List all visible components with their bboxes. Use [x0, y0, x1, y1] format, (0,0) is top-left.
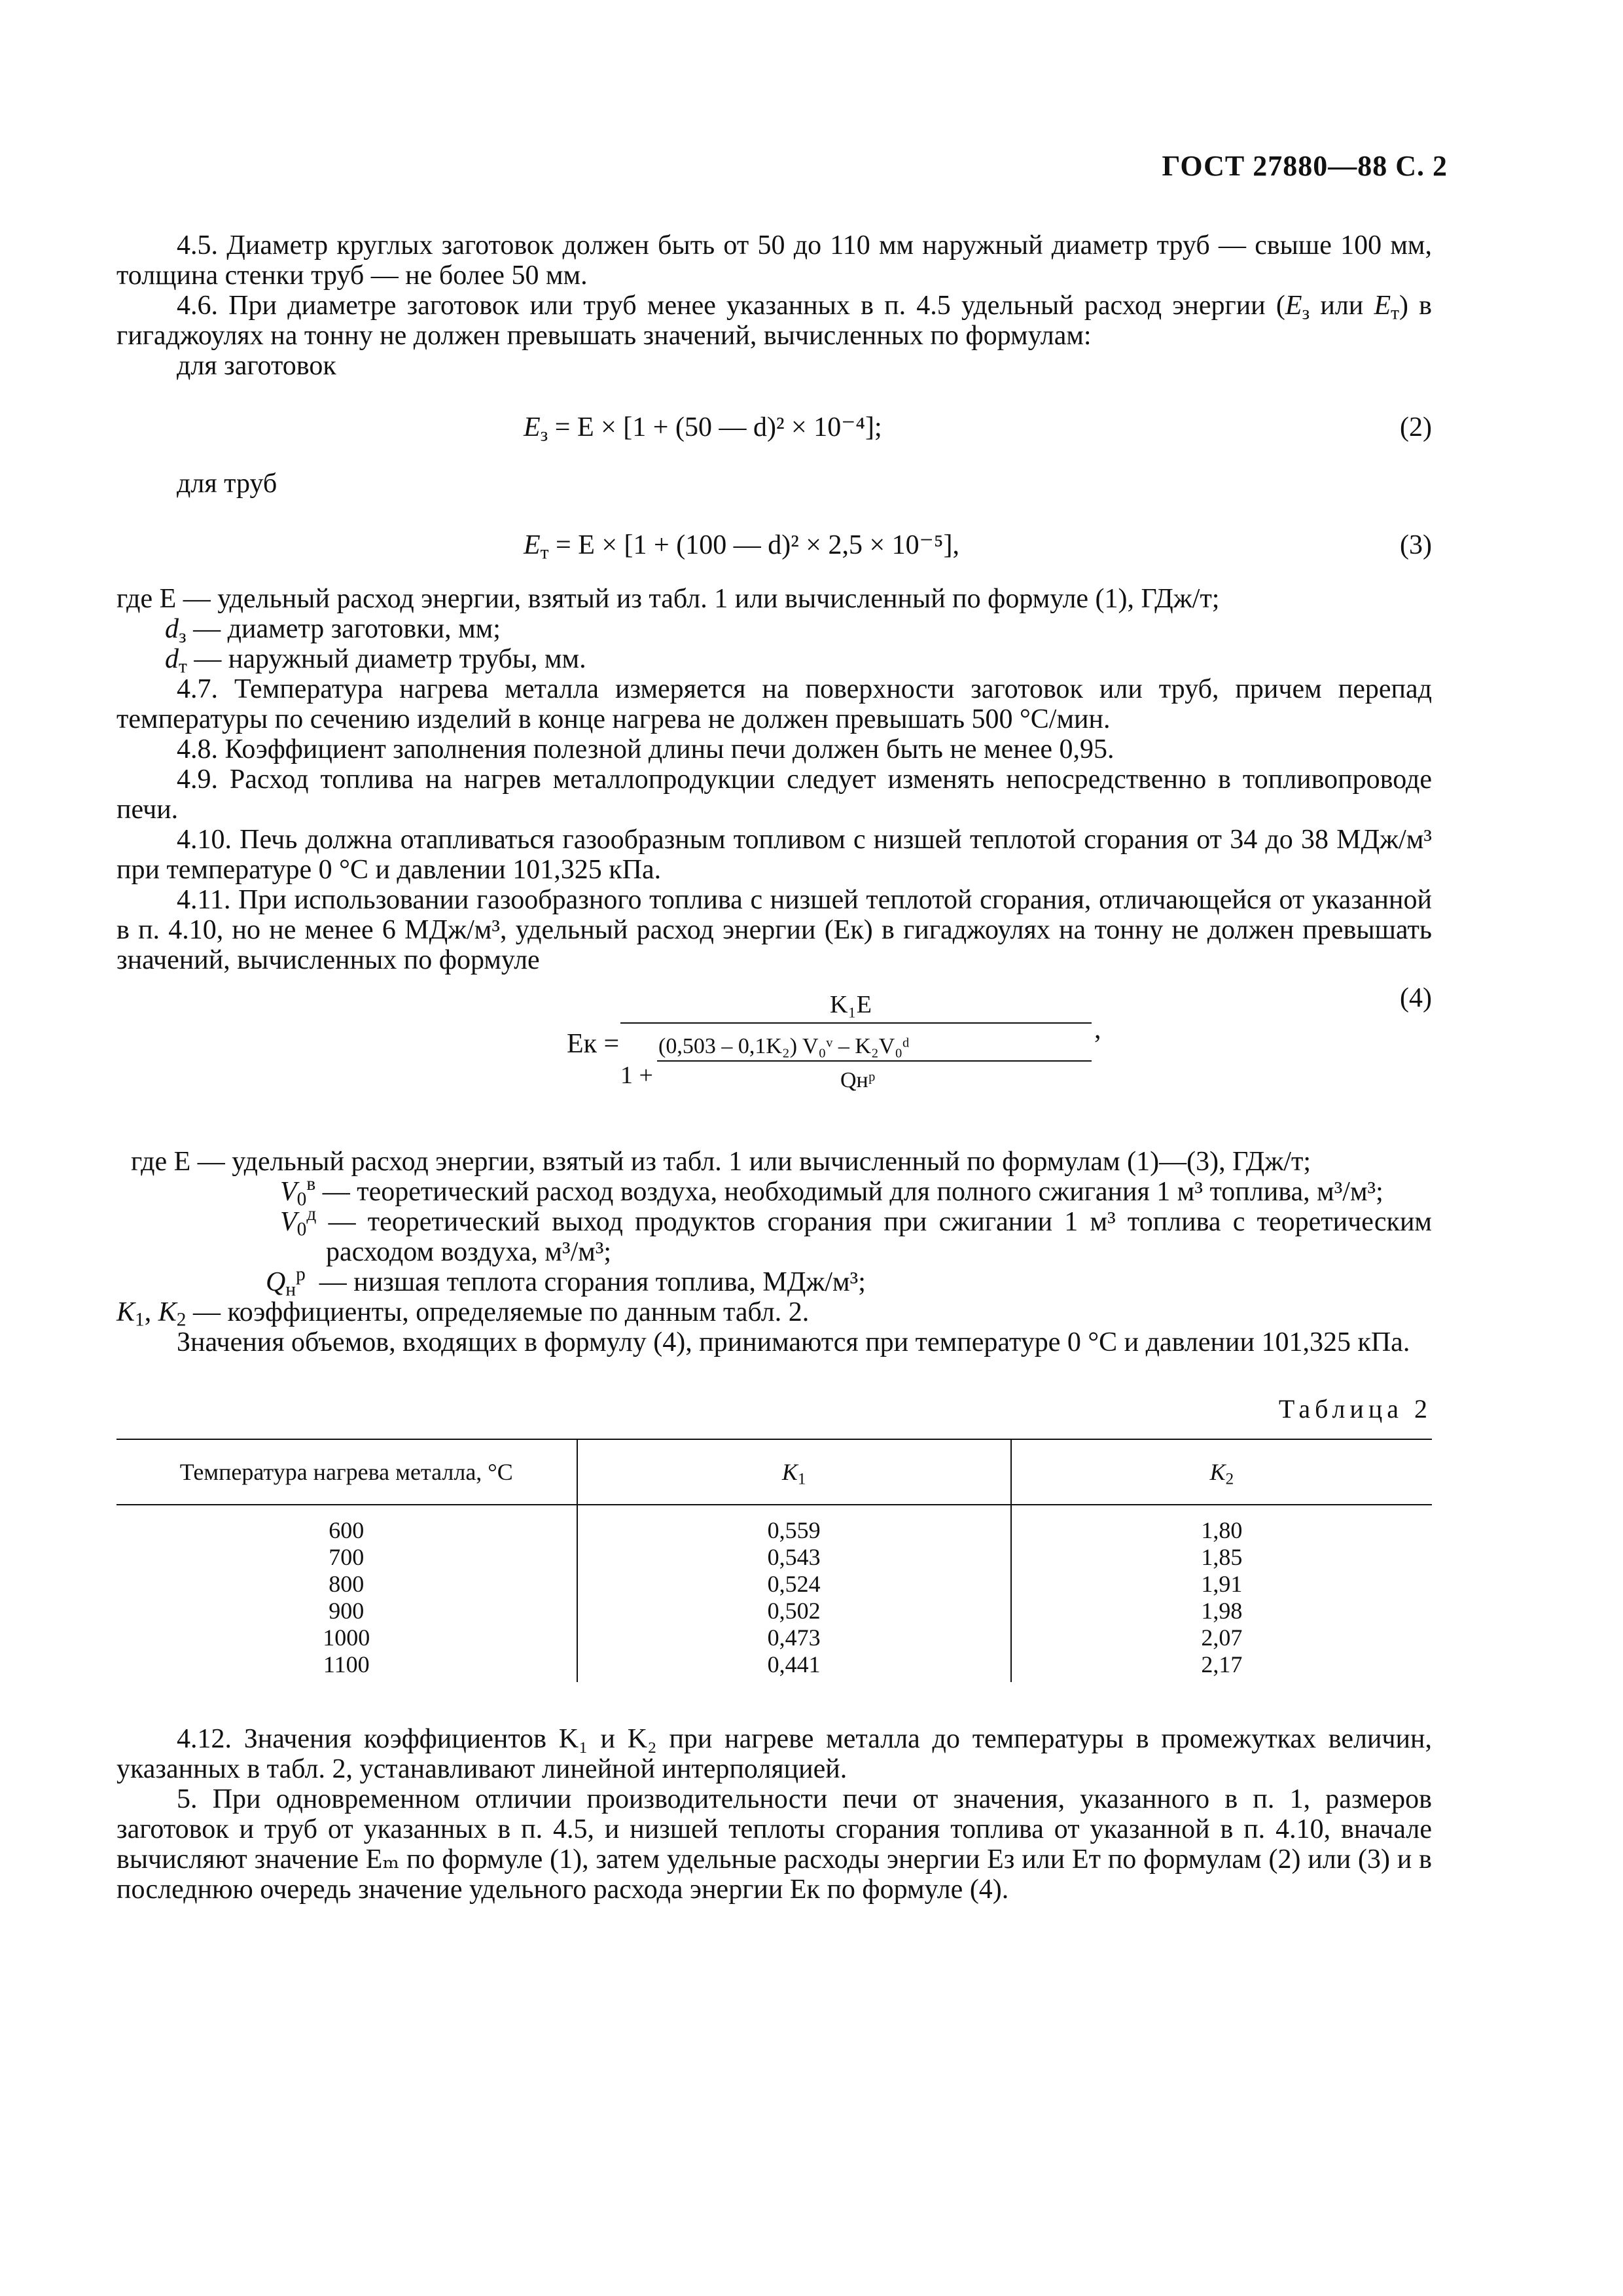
- paragraph-5: 5. При одновременном отличии производительности печи от значения, указанного в п. 1, размеров заготовок и труб от указанных в п. 4.5, и низшей теплоты сгорания топлива от указанной в п. 4.10, вначале вычисляют значение Eₘ по формуле (1), затем удельные расходы энергии Eз или Eт по формулам (2) или (3) и в последнюю очередь значение удельного расхода энергии Eк по формуле (4).: [116, 1784, 1432, 1905]
- formula-2-expression: $E_з = E \times [1 + (50$ — d)² × 10⁻⁴];: [524, 412, 882, 446]
- paragraph-volumes: Значения объемов, входящих в формулу (4), принимаются при температуре 0 °С и давлении 101,325 кПа.: [177, 1327, 1410, 1357]
- formula-4-inner-denominator: Qнᵖ: [840, 1068, 876, 1092]
- table-cell: 2,17: [1201, 1651, 1243, 1677]
- table-cell: 0,441: [767, 1651, 821, 1677]
- table-caption: Таблица 2: [1278, 1394, 1432, 1424]
- paragraph-4-6-part-a: 4.6. При диаметре заготовок или труб менее указанных в п. 4.5 удельный расход энергии (: [177, 291, 1285, 321]
- table-column-temperature: [116, 1505, 577, 1682]
- table-2: [116, 1439, 1432, 1682]
- paragraph-4-6: 4.6. При диаметре заготовок или труб менее указанных в п. 4.5 удельный расход энергии ($E_з$ или $E_т$) в гигаджоулях на тонну не должен превышать значений, вычисленных по формулам:: [116, 291, 1433, 351]
- table-cell: 1000: [323, 1624, 370, 1651]
- table-cell: 0,543: [767, 1544, 821, 1570]
- table-cell: 1,98: [1201, 1598, 1243, 1624]
- table-cell: 2,07: [1201, 1624, 1243, 1651]
- where-e-definition: где E — удельный расход энергии, взятый из табл. 1 или вычисленный по формуле (1), ГДж/т;: [116, 584, 1220, 614]
- table-cell: 1,80: [1201, 1517, 1243, 1543]
- where2-v0v-definition: $V_0^в$ — теоретический расход воздуха, необходимый для полного сжигания 1 м³ топлива, м³/м³;: [280, 1173, 1383, 1210]
- formula-4-inner-numerator: (0,503 – 0,1K₂) V₀ᵛ – K₂V₀ᵈ: [658, 1034, 910, 1058]
- paragraph-4-12: 4.12. Значения коэффициентов K₁ и K₂ при нагреве металла до температуры в промежутках величин, указанных в табл. 2, устанавливают линейной интерполяцией.: [116, 1724, 1432, 1784]
- table-cell: 1,91: [1201, 1571, 1243, 1597]
- table-header-row: [116, 1439, 1432, 1505]
- where2-e-definition: где E — удельный расход энергии, взятый из табл. 1 или вычисленный по формулам (1)—(3), ГДж/т;: [131, 1147, 1311, 1177]
- where2-k-definition: $K_1$, $K_2$ — коэффициенты, определяемые по данным табл. 2.: [116, 1297, 810, 1331]
- table-cell: 0,473: [767, 1624, 821, 1651]
- where2-q-definition: $Q_н^р$ — низшая теплота сгорания топлива, МДж/м³;: [266, 1263, 866, 1300]
- page-header: ГОСТ 27880—88 С. 2: [1162, 150, 1448, 182]
- formula-2: [116, 397, 1432, 457]
- paragraph-4-6-part-c: ) в гигаджоулях на тонну не должен превышать значений, вычисленных по формулам:: [116, 291, 1433, 351]
- table-header-temperature: Температура нагрева металла, °С: [116, 1439, 577, 1505]
- paragraph-4-7: 4.7. Температура нагрева металла измеряется на поверхности заготовок или труб, причем перепад температуры по сечению изделий в конце нагрева не должен превышать 500 °С/мин.: [116, 674, 1432, 734]
- after-table-section: [116, 1724, 1432, 1905]
- formula-4-lhs: Eк =: [567, 1029, 620, 1059]
- table-cell: 600: [329, 1517, 365, 1543]
- paragraph-4-10: 4.10. Печь должна отапливаться газообразным топливом с низшей теплотой сгорания от 34 до 38 МДж/м³ при температуре 0 °С и давлении 101,325 кПа.: [116, 825, 1432, 885]
- table-cell: 0,524: [767, 1571, 821, 1597]
- table-cell: 700: [329, 1544, 365, 1570]
- formula-3-expression: $E_т = E \times [1 + (100$ — d)² × 2,5 × 10⁻⁵],: [524, 530, 959, 564]
- formula-2-number: (2): [1400, 412, 1432, 442]
- table-cell: 1,85: [1201, 1544, 1243, 1570]
- table-header-k2: $K_2$: [1011, 1439, 1432, 1505]
- formula-4-numerator: K₁E: [830, 991, 872, 1018]
- paragraph-4-8: 4.8. Коэффициент заполнения полезной длины печи должен быть не менее 0,95.: [177, 734, 1115, 764]
- formula-3-number: (3): [1400, 530, 1432, 560]
- formula-4-fraction-bar: [620, 1022, 1092, 1024]
- table-cell: 0,502: [767, 1598, 821, 1624]
- table-header-k1: $K_1$: [577, 1439, 1011, 1505]
- paragraph-4-6-part-b: или: [1310, 291, 1374, 321]
- formula-4: [116, 983, 1432, 1121]
- paragraph-4-9: 4.9. Расход топлива на нагрев металлопродукции следует изменять непосредственно в топливопроводе печи.: [116, 764, 1432, 825]
- formula-4-comma: ,: [1094, 1014, 1101, 1045]
- table-cell: 0,559: [767, 1517, 821, 1543]
- label-for-pipes: для труб: [177, 469, 277, 499]
- table-cell: 900: [329, 1598, 365, 1624]
- document-body: [116, 230, 1432, 1905]
- where-dt-definition: $d_т$ — наружный диаметр трубы, мм.: [165, 644, 586, 677]
- where-dz-definition: $d_з$ — диаметр заготовки, мм;: [165, 614, 501, 647]
- table-column-k2: [1011, 1505, 1432, 1682]
- label-for-blanks: для заготовок: [177, 351, 336, 381]
- formula-4-number: (4): [1400, 983, 1432, 1013]
- formula-4-inner-bar: [657, 1060, 1092, 1062]
- table-column-k1: [577, 1505, 1011, 1682]
- where2-v0d-definition: $V_0^д$ — теоретический выход продуктов сгорания при сжигании 1 м³ топлива с теоретическим расходом воздуха, м³/м³;: [280, 1203, 1432, 1267]
- formula-3: [116, 514, 1432, 575]
- table-cell: 1100: [323, 1651, 370, 1677]
- table-cell: 800: [329, 1571, 365, 1597]
- paragraph-4-5: 4.5. Диаметр круглых заготовок должен быть от 50 до 110 мм наружный диаметр труб — свыше 100 мм, толщина стенки труб — не более 50 мм.: [116, 230, 1432, 291]
- table-row: [116, 1505, 1432, 1682]
- formula-4-one-plus: 1 +: [620, 1062, 653, 1089]
- paragraph-4-11: 4.11. При использовании газообразного топлива с низшей теплотой сгорания, отличающейся от указанной в п. 4.10, но не менее 6 МДж/м³, удельный расход энергии (Eк) в гигаджоулях на тонну не должен превышать значений, вычисленных по формуле: [116, 885, 1432, 975]
